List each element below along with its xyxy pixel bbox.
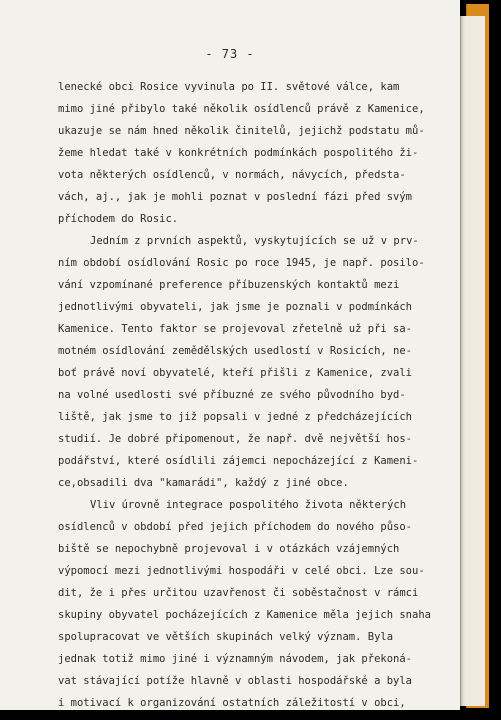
text-line: příchodem do Rosic. (58, 213, 179, 225)
text-line: vání vzpomínané preference příbuzenských kontaktů mezi (58, 279, 400, 291)
text-line: výpomocí mezi jednotlivými hospodáři v celé obci. Lze sou- (58, 565, 425, 577)
next-page-edge (460, 16, 485, 706)
text-line: boť právě noví obyvatelé, kteří přišli z Kamenice, zvali (58, 367, 413, 379)
text-line: na volné usedlosti své příbuzné ze svého původního byd- (58, 389, 406, 401)
text-line: motném osídlování zemědělských usedlostí v Rosicích, ne- (58, 345, 413, 357)
text-line: mimo jiné přibylo také několik osídlenců právě z Kamenice, (58, 103, 425, 115)
text-line: žeme hledat také v konkrétních podmínkách pospolitého ži- (58, 147, 419, 159)
text-line: liště, jak jsme to již popsali v jedné z předcházejících (58, 411, 413, 423)
text-line: spolupracovat ve větších skupinách velký význam. Byla (58, 631, 394, 643)
text-line: skupiny obyvatel pocházejících z Kamenice měla jejich snaha (58, 609, 431, 621)
text-line: osídlenců v období před jejich příchodem do nového půso- (58, 521, 413, 533)
text-line: podářství, které osídlili zájemci nepocházející z Kameni- (58, 455, 419, 467)
text-line: ce,obsadili dva "kamarádi", každý z jiné obce. (58, 477, 349, 489)
text-line: studií. Je dobré připomenout, že např. dvě největší hos- (58, 433, 413, 445)
text-line: ukazuje se nám hned několik činitelů, jejichž podstatu mů- (58, 125, 425, 137)
text-line: Vliv úrovně integrace pospolitého života některých (90, 499, 407, 511)
text-line: lenecké obci Rosice vyvinula po II. světové válce, kam (58, 81, 400, 93)
text-line: Jedním z prvních aspektů, vyskytujících se už v prv- (90, 235, 419, 247)
text-line: jednotlivými obyvateli, jak jsme je poznali v podmínkách (58, 301, 413, 313)
text-line: dit, že i přes určitou uzavřenost či soběstačnost v rámci (58, 587, 419, 599)
text-line: vách, aj., jak je mohli poznat v poslední fázi před svým (58, 191, 413, 203)
text-line: vota některých osídlenců, v normách, návycích, předsta- (58, 169, 406, 181)
text-line: biště se nepochybně projevoval i v otázkách vzájemných (58, 543, 400, 555)
text-line: i motivací k organizování ostatních záležitostí v obci, (58, 697, 406, 709)
text-line: Kamenice. Tento faktor se projevoval zřetelně už při sa- (58, 323, 413, 335)
page-number: - 73 - (205, 47, 255, 61)
text-line: vat stávající potíže hlavně v oblasti hospodářské a byla (58, 675, 413, 687)
text-line: ním období osídlování Rosic po roce 1945, je např. posilo- (58, 257, 425, 269)
text-line: jednak totiž mimo jiné i významným návodem, jak překoná- (58, 653, 413, 665)
